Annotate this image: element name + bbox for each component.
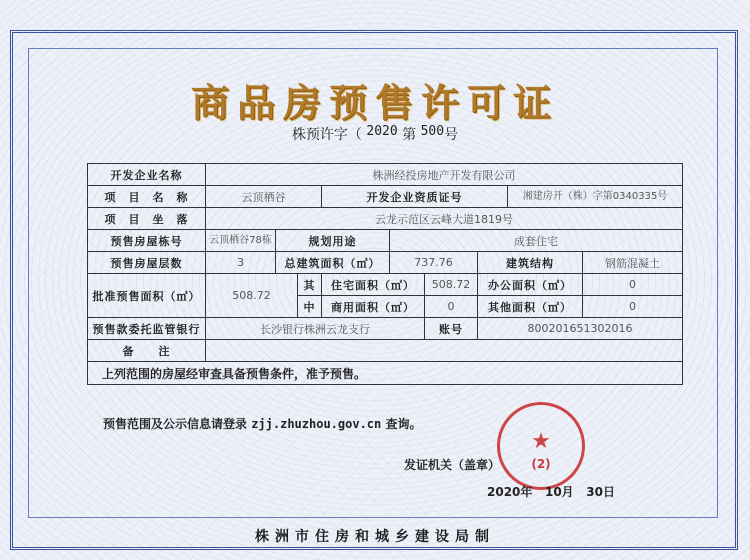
project-name-label: 项 目 名 称	[88, 186, 206, 208]
table-row	[88, 274, 683, 296]
approved-area-value: 508.72	[206, 274, 298, 318]
project-name-value: 云顶栖谷	[206, 186, 322, 208]
info-suffix: 查询。	[385, 417, 422, 431]
other-area-label: 其他面积（㎡）	[478, 296, 583, 318]
location-label: 项 目 坐 落	[88, 208, 206, 230]
footer-issuer: 株洲市住房和城乡建设局制	[255, 529, 495, 545]
bank-value: 长沙银行株洲云龙支行	[206, 318, 425, 340]
star-icon: ★	[531, 429, 551, 454]
date-month: 10	[544, 485, 562, 499]
table-row	[88, 230, 683, 252]
account-label: 账号	[425, 318, 478, 340]
issue-date	[487, 483, 615, 500]
structure-value: 钢筋混凝土	[583, 252, 683, 274]
seal-number: (2)	[531, 457, 551, 471]
table-row	[88, 186, 683, 208]
building-label: 预售房屋栋号	[88, 230, 206, 252]
info-prefix: 预售范围及公示信息请登录	[103, 417, 248, 431]
permit-prefix: 株预许字（	[291, 127, 362, 143]
permit-table	[87, 163, 683, 385]
account-value: 800201651302016	[478, 318, 683, 340]
residential-area-value: 508.72	[425, 274, 478, 296]
table-row	[88, 208, 683, 230]
building-value: 云顶栖谷78栋	[206, 230, 276, 252]
permit-serial: 500	[420, 124, 445, 139]
among-label-1: 其	[298, 274, 322, 296]
other-area-value: 0	[583, 296, 683, 318]
planned-use-label: 规划用途	[276, 230, 390, 252]
developer-value: 株洲经投房地产开发有限公司	[206, 164, 683, 186]
issuing-authority: 发证机关（盖章）	[404, 458, 501, 472]
certificate-title: 商品房预售许可证	[190, 80, 559, 125]
office-area-label: 办公面积（㎡）	[478, 274, 583, 296]
date-year-unit: 年	[520, 485, 533, 499]
qualification-label: 开发企业资质证号	[322, 186, 508, 208]
table-row	[88, 362, 683, 385]
remark-value	[206, 340, 683, 362]
permit-middle: 第	[402, 127, 417, 143]
residential-area-label: 住宅面积（㎡）	[322, 274, 425, 296]
date-year: 2020	[487, 485, 521, 499]
planned-use-value: 成套住宅	[390, 230, 683, 252]
structure-label: 建筑结构	[478, 252, 583, 274]
developer-label: 开发企业名称	[88, 164, 206, 186]
info-line	[103, 415, 421, 432]
floors-label: 预售房屋层数	[88, 252, 206, 274]
commercial-area-label: 商用面积（㎡）	[322, 296, 425, 318]
qualification-value: 湘建房开（株）字第0340335号	[508, 186, 683, 208]
remark-label: 备 注	[88, 340, 206, 362]
info-website-link[interactable]: zjj.zhuzhou.gov.cn	[251, 417, 382, 431]
permit-suffix: 号	[444, 127, 459, 143]
bank-label: 预售款委托监管银行	[88, 318, 206, 340]
commercial-area-value: 0	[425, 296, 478, 318]
table-row	[88, 252, 683, 274]
date-month-unit: 月	[561, 485, 574, 499]
approved-area-label: 批准预售面积（㎡）	[88, 274, 206, 318]
official-seal	[497, 402, 585, 490]
among-label-2: 中	[298, 296, 322, 318]
table-row	[88, 318, 683, 340]
date-day-unit: 日	[602, 485, 615, 499]
total-area-value: 737.76	[390, 252, 478, 274]
table-row	[88, 164, 683, 186]
office-area-value: 0	[583, 274, 683, 296]
floors-value: 3	[206, 252, 276, 274]
approval-statement: 上列范围的房屋经审查具备预售条件，准予预售。	[88, 362, 683, 385]
date-day: 30	[586, 485, 603, 499]
table-row	[88, 340, 683, 362]
total-area-label: 总建筑面积（㎡）	[276, 252, 390, 274]
location-value: 云龙示范区云峰大道1819号	[206, 208, 683, 230]
permit-number	[0, 124, 750, 144]
permit-year: 2020	[366, 124, 398, 139]
